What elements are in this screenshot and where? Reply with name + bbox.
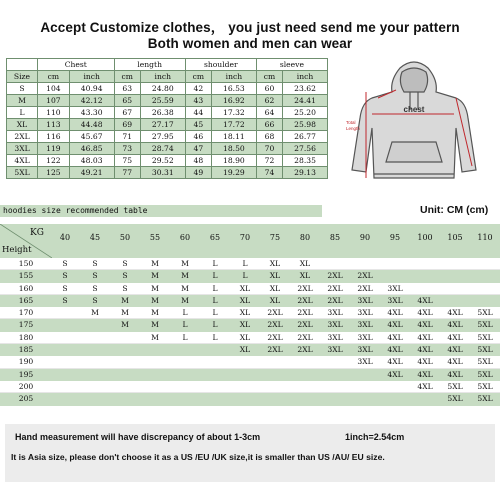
weight-header-cell: 40 (59, 233, 71, 242)
size-chart-value-cell: 107 (38, 95, 70, 107)
size-chart-corner (7, 59, 38, 71)
height-cell: 175 (18, 320, 34, 330)
header-line-2: Both women and men can wear (147, 36, 353, 51)
weight-header-cell: 80 (299, 233, 311, 242)
size-chart-value-cell: 48 (185, 155, 211, 167)
height-cell: 155 (18, 271, 34, 281)
size-chart-value-cell: 29.52 (140, 155, 185, 167)
height-cell: 180 (18, 332, 34, 342)
size-cell: S (62, 271, 68, 281)
size-chart-value-cell: 43 (185, 95, 211, 107)
size-cell: 4XL (387, 332, 403, 342)
size-cell: 4XL (417, 357, 433, 367)
height-cell: 190 (18, 357, 34, 367)
size-chart-value-cell: 44 (185, 107, 211, 119)
size-cell: L (212, 283, 218, 293)
size-chart-value-cell: 77 (114, 167, 140, 179)
size-cell: 3XL (357, 332, 373, 342)
size-chart-size-cell: S (7, 83, 38, 95)
size-chart-size-cell: 4XL (7, 155, 38, 167)
size-cell: M (181, 271, 189, 281)
size-cell: XL (269, 295, 281, 305)
size-chart-value-cell: 18.50 (211, 143, 256, 155)
size-cell: L (182, 332, 188, 342)
size-cell: XL (299, 259, 311, 268)
size-chart-value-cell: 45.67 (69, 131, 114, 143)
size-cell: S (122, 259, 128, 268)
recommended-table-title: hoodies size recommended table (0, 205, 322, 217)
size-cell: 4XL (417, 332, 433, 342)
size-cell: 5XL (447, 394, 463, 404)
height-cell: 185 (18, 345, 34, 355)
discrepancy-note: Hand measurement will have discrepancy of about 1-3cm (15, 432, 261, 442)
size-cell: L (212, 295, 218, 305)
size-cell: 4XL (417, 320, 433, 330)
size-chart-row (7, 143, 328, 155)
size-chart-value-cell: 49 (185, 167, 211, 179)
size-cell: S (92, 259, 98, 268)
size-chart-value-cell: 71 (114, 131, 140, 143)
recommended-row (0, 283, 500, 295)
size-cell: S (62, 283, 68, 293)
size-chart-value-cell: 44.48 (69, 119, 114, 131)
size-cell: 2XL (327, 271, 343, 281)
size-chart-value-cell: 18.90 (211, 155, 256, 167)
size-chart-value-cell: 16.53 (211, 83, 256, 95)
recommended-row (0, 381, 500, 393)
size-cell: XL (269, 283, 281, 293)
size-chart-value-cell: 72 (256, 155, 282, 167)
size-chart-value-cell: 43.30 (69, 107, 114, 119)
size-cell: XL (239, 345, 251, 355)
size-cell: XL (239, 320, 251, 330)
weight-header-cell: 65 (209, 233, 221, 242)
height-label: Height (2, 245, 32, 255)
size-cell: XL (299, 271, 311, 281)
size-chart-value-cell: 45 (185, 119, 211, 131)
size-cell: M (181, 283, 189, 293)
size-chart-value-cell: 17.72 (211, 119, 256, 131)
size-cell: 3XL (357, 357, 373, 367)
size-cell: 2XL (357, 283, 373, 293)
size-cell: L (212, 259, 218, 268)
group-header-sleeve: sleeve (256, 59, 327, 71)
size-chart-value-cell: 26.38 (140, 107, 185, 119)
size-chart-value-cell: 47 (185, 143, 211, 155)
size-cell: M (121, 295, 129, 305)
size-cell: L (212, 308, 218, 318)
size-cell: L (212, 271, 218, 281)
size-cell: XL (239, 295, 251, 305)
size-chart-value-cell: 69 (114, 119, 140, 131)
group-header-chest: Chest (38, 59, 115, 71)
size-cell: S (92, 271, 98, 281)
size-cell: M (91, 308, 99, 318)
size-cell: 4XL (417, 381, 433, 391)
size-cell: 4XL (417, 345, 433, 355)
height-cell: 205 (18, 394, 34, 404)
size-chart-value-cell: 73 (114, 143, 140, 155)
size-chart-value-cell: 49.21 (69, 167, 114, 179)
size-cell: 4XL (387, 320, 403, 330)
size-chart-row (7, 155, 328, 167)
size-cell: S (122, 271, 128, 281)
size-chart-value-cell: 122 (38, 155, 70, 167)
size-chart-row (7, 167, 328, 179)
size-chart-value-cell: 26.77 (283, 131, 328, 143)
size-chart-value-cell: 70 (256, 143, 282, 155)
size-chart-value-cell: 68 (256, 131, 282, 143)
size-chart-row (7, 83, 328, 95)
size-chart-value-cell: 125 (38, 167, 70, 179)
size-cell: XL (239, 332, 251, 342)
recommended-row (0, 356, 500, 368)
recommended-row (0, 332, 500, 344)
size-chart-size-cell: M (7, 95, 38, 107)
size-cell: 2XL (357, 271, 373, 281)
height-cell: 200 (18, 381, 34, 391)
size-chart-value-cell: 104 (38, 83, 70, 95)
size-cell: 2XL (297, 295, 313, 305)
size-cell: M (181, 295, 189, 305)
size-chart-value-cell: 24.80 (140, 83, 185, 95)
recommended-rows (0, 258, 500, 406)
size-cell: S (122, 283, 128, 293)
size-cell: L (212, 320, 218, 330)
recommended-header (0, 224, 500, 258)
size-chart-value-cell: 48.03 (69, 155, 114, 167)
size-cell: M (151, 308, 159, 318)
size-chart-value-cell: 27.95 (140, 131, 185, 143)
size-cell: 4XL (447, 345, 463, 355)
size-cell: 3XL (387, 283, 403, 293)
size-cell: 3XL (327, 308, 343, 318)
size-cell: 5XL (477, 394, 493, 404)
sub-header-size: Size (7, 71, 38, 83)
sub-header-length-cm: cm (114, 71, 140, 83)
size-cell: L (212, 332, 218, 342)
size-cell: 4XL (387, 308, 403, 318)
size-cell: 4XL (447, 320, 463, 330)
size-cell: M (151, 271, 159, 281)
size-chart-row (7, 119, 328, 131)
recommended-row (0, 344, 500, 356)
size-cell: M (151, 259, 159, 268)
size-chart-value-cell: 60 (256, 83, 282, 95)
height-cell: 160 (18, 283, 34, 293)
footer-notes (5, 424, 495, 482)
size-chart-value-cell: 25.59 (140, 95, 185, 107)
sub-header-sleeve-cm: cm (256, 71, 282, 83)
height-cell: 195 (18, 369, 34, 379)
header-line-1: Accept Customize clothes， you just need send me your pattern (40, 20, 460, 35)
height-cell: 170 (18, 308, 34, 318)
size-cell: 2XL (297, 283, 313, 293)
size-cell: 2XL (267, 308, 283, 318)
size-chart-value-cell: 75 (114, 155, 140, 167)
size-cell: 3XL (357, 345, 373, 355)
size-chart-value-cell: 67 (114, 107, 140, 119)
size-chart-size-cell: L (7, 107, 38, 119)
asia-size-note: It is Asia size, please don't choose it as a US /EU /UK size,it is smaller than US /AU/ EU size. (11, 452, 385, 462)
size-cell: 5XL (477, 369, 493, 379)
size-cell: 5XL (477, 345, 493, 355)
recommended-row (0, 307, 500, 319)
size-chart-value-cell: 23.62 (283, 83, 328, 95)
size-cell: 4XL (387, 357, 403, 367)
size-cell: S (92, 295, 98, 305)
size-chart-row (7, 131, 328, 143)
size-cell: S (62, 295, 68, 305)
group-header-shoulder: shoulder (185, 59, 256, 71)
size-chart-size-cell: XL (7, 119, 38, 131)
size-chart-value-cell: 16.92 (211, 95, 256, 107)
size-cell: 5XL (447, 381, 463, 391)
unit-label: Unit: CM (cm) (420, 204, 489, 216)
size-chart-value-cell: 42 (185, 83, 211, 95)
size-chart-sub-header-row (7, 71, 328, 83)
sub-header-shoulder-inch: inch (211, 71, 256, 83)
size-cell: 4XL (417, 369, 433, 379)
size-chart-value-cell: 74 (256, 167, 282, 179)
size-cell: 5XL (477, 332, 493, 342)
size-chart-value-cell: 17.32 (211, 107, 256, 119)
size-cell: 4XL (387, 345, 403, 355)
size-cell: XL (269, 259, 281, 268)
size-chart-row (7, 107, 328, 119)
weight-header-cell: 85 (329, 233, 341, 242)
size-cell: XL (239, 283, 251, 293)
size-cell: 4XL (387, 369, 403, 379)
size-chart-size-cell: 5XL (7, 167, 38, 179)
size-cell: L (242, 259, 248, 268)
size-cell: M (151, 320, 159, 330)
size-chart-group-header-row (7, 59, 328, 71)
size-chart-value-cell: 30.31 (140, 167, 185, 179)
size-chart-value-cell: 46 (185, 131, 211, 143)
size-cell: XL (269, 271, 281, 281)
size-chart-value-cell: 66 (256, 119, 282, 131)
weight-header-cell: 90 (359, 233, 371, 242)
size-cell: 4XL (447, 369, 463, 379)
size-chart-value-cell: 46.85 (69, 143, 114, 155)
size-chart-value-cell: 119 (38, 143, 70, 155)
size-cell: 3XL (357, 295, 373, 305)
size-cell: S (92, 283, 98, 293)
size-cell: M (181, 259, 189, 268)
sub-header-shoulder-cm: cm (185, 71, 211, 83)
weight-header-cell: 75 (269, 233, 281, 242)
size-cell: 4XL (417, 295, 433, 305)
size-cell: 2XL (327, 295, 343, 305)
size-cell: 3XL (327, 320, 343, 330)
sub-header-sleeve-inch: inch (283, 71, 328, 83)
size-cell: 5XL (477, 320, 493, 330)
size-cell: M (151, 283, 159, 293)
size-chart-value-cell: 27.56 (283, 143, 328, 155)
size-chart-value-cell: 40.94 (69, 83, 114, 95)
size-cell: 3XL (387, 295, 403, 305)
size-cell: 5XL (477, 357, 493, 367)
recommended-row (0, 258, 500, 270)
size-chart-value-cell: 64 (256, 107, 282, 119)
size-chart-body (7, 83, 328, 179)
size-chart-value-cell: 62 (256, 95, 282, 107)
size-cell: 3XL (327, 345, 343, 355)
size-cell: XL (239, 308, 251, 318)
size-chart-value-cell: 63 (114, 83, 140, 95)
weight-header-cell: 100 (417, 233, 433, 242)
size-cell: 4XL (447, 332, 463, 342)
size-cell: 3XL (357, 308, 373, 318)
size-cell: 4XL (447, 308, 463, 318)
size-cell: M (151, 295, 159, 305)
kg-label: KG (30, 228, 44, 238)
height-cell: 165 (18, 295, 34, 305)
weight-header-cell: 50 (119, 233, 131, 242)
size-chart-value-cell: 25.98 (283, 119, 328, 131)
inch-conversion-note: 1inch=2.54cm (345, 432, 405, 442)
height-cell: 150 (18, 259, 34, 268)
size-chart-row (7, 95, 328, 107)
size-chart-table (6, 58, 328, 179)
total-length-label: Total Length (346, 120, 360, 131)
recommended-row (0, 393, 500, 405)
weight-header-cell: 60 (179, 233, 191, 242)
sub-header-length-inch: inch (140, 71, 185, 83)
size-cell: 4XL (417, 308, 433, 318)
size-cell: 2XL (297, 308, 313, 318)
size-cell: 5XL (477, 381, 493, 391)
size-cell: L (182, 320, 188, 330)
weight-header-cell: 70 (239, 233, 251, 242)
recommended-row (0, 295, 500, 307)
size-chart-size-cell: 2XL (7, 131, 38, 143)
size-cell: 4XL (447, 357, 463, 367)
size-chart-value-cell: 28.35 (283, 155, 328, 167)
weight-header-cell: 45 (89, 233, 101, 242)
size-cell: 5XL (477, 308, 493, 318)
size-chart-value-cell: 116 (38, 131, 70, 143)
size-cell: 2XL (267, 320, 283, 330)
size-cell: 3XL (357, 320, 373, 330)
size-cell: L (182, 308, 188, 318)
weight-header-cell: 105 (447, 233, 463, 242)
size-cell: 2XL (297, 320, 313, 330)
size-cell: S (62, 259, 68, 268)
size-cell: M (151, 332, 159, 342)
size-chart-value-cell: 25.20 (283, 107, 328, 119)
recommended-table (0, 224, 500, 406)
sub-header-chest-inch: inch (69, 71, 114, 83)
size-chart-size-cell: 3XL (7, 143, 38, 155)
size-chart-value-cell: 65 (114, 95, 140, 107)
recommended-row (0, 319, 500, 331)
recommended-row (0, 369, 500, 381)
weight-header-cell: 110 (477, 233, 493, 242)
size-chart-value-cell: 29.13 (283, 167, 328, 179)
weight-header-cell: 55 (149, 233, 161, 242)
size-chart-value-cell: 18.11 (211, 131, 256, 143)
size-cell: L (242, 271, 248, 281)
size-cell: 3XL (327, 332, 343, 342)
size-cell: 2XL (267, 332, 283, 342)
size-cell: 2XL (327, 283, 343, 293)
size-chart-value-cell: 19.29 (211, 167, 256, 179)
recommended-row (0, 270, 500, 282)
size-chart-value-cell: 110 (38, 107, 70, 119)
sub-header-chest-cm: cm (38, 71, 70, 83)
size-cell: 2XL (297, 332, 313, 342)
group-header-length: length (114, 59, 185, 71)
weight-header-cell: 95 (389, 233, 401, 242)
size-cell: M (121, 308, 129, 318)
size-chart-value-cell: 113 (38, 119, 70, 131)
size-chart-value-cell: 42.12 (69, 95, 114, 107)
size-chart-value-cell: 28.74 (140, 143, 185, 155)
size-cell: 2XL (267, 345, 283, 355)
size-chart-value-cell: 27.17 (140, 119, 185, 131)
hoodie-illustration (338, 58, 490, 186)
size-cell: 2XL (297, 345, 313, 355)
size-chart-value-cell: 24.41 (283, 95, 328, 107)
chest-label: chest (403, 105, 425, 114)
size-cell: M (121, 320, 129, 330)
